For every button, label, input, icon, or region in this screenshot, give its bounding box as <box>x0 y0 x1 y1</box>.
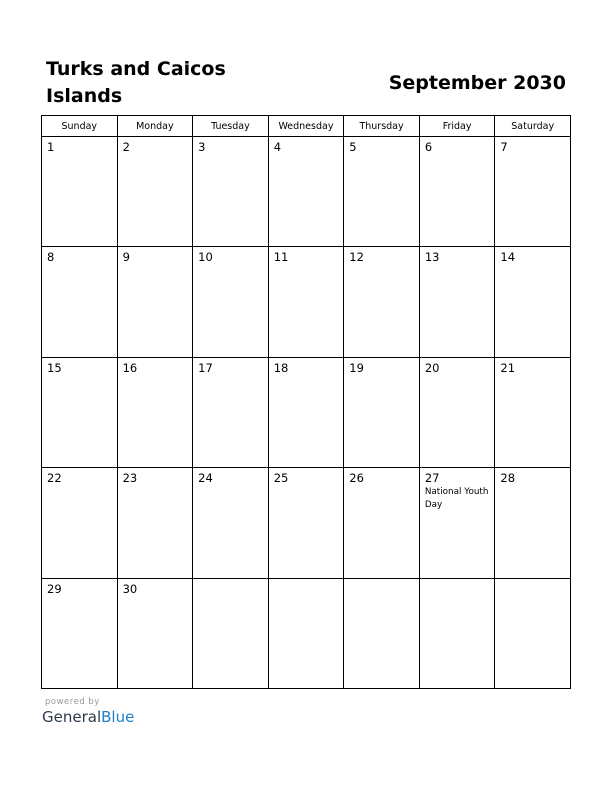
day-number: 4 <box>273 140 282 154</box>
day-number: 17 <box>198 360 213 375</box>
day-cell <box>117 468 193 578</box>
day-cell <box>495 468 571 578</box>
day-cell <box>419 468 495 578</box>
day-number: 10 <box>198 250 213 265</box>
weekday-sunday: Sunday <box>42 116 118 137</box>
day-number: 19 <box>349 360 364 375</box>
day-number <box>344 579 419 582</box>
day-cell <box>193 578 269 688</box>
day-number: 6 <box>424 140 433 154</box>
day-number: 9 <box>122 250 130 265</box>
day-cell <box>193 468 269 578</box>
day-cell <box>42 468 118 578</box>
day-number: 7 <box>500 140 508 154</box>
logo-blue-text: Blue <box>101 708 135 726</box>
day-cell <box>42 137 118 247</box>
weekday-monday: Monday <box>117 116 193 137</box>
day-cell <box>268 578 344 688</box>
day-cell <box>419 137 495 247</box>
day-number: 28 <box>500 471 516 486</box>
week-row <box>42 578 571 688</box>
day-cell <box>495 578 571 688</box>
day-cell <box>268 357 344 467</box>
day-cell <box>344 578 420 688</box>
day-number: 13 <box>424 250 440 265</box>
day-number <box>193 579 268 582</box>
day-number <box>269 579 344 582</box>
day-number: 20 <box>424 360 440 375</box>
day-number: 1 <box>47 140 55 154</box>
day-number: 25 <box>273 471 289 486</box>
day-cell <box>193 247 269 357</box>
day-number: 8 <box>47 250 55 265</box>
day-cell <box>344 357 420 467</box>
week-row <box>42 357 571 467</box>
day-number: 18 <box>273 360 289 375</box>
day-number: 14 <box>500 250 516 265</box>
country-title: Turks and Caicos Islands <box>46 58 226 107</box>
day-cell <box>268 468 344 578</box>
day-number: 21 <box>500 360 516 375</box>
day-number: 11 <box>273 250 289 265</box>
day-cell <box>344 468 420 578</box>
day-number: 12 <box>349 250 364 265</box>
day-cell <box>419 247 495 357</box>
month-title: September 2030 <box>388 72 566 94</box>
day-cell <box>117 578 193 688</box>
day-cell <box>495 357 571 467</box>
day-number: 2 <box>122 140 130 154</box>
weekday-saturday: Saturday <box>495 116 571 137</box>
day-number: 5 <box>349 140 357 154</box>
day-cell <box>495 247 571 357</box>
day-cell <box>344 137 420 247</box>
weekday-friday: Friday <box>419 116 495 137</box>
day-cell <box>117 137 193 247</box>
weekday-header-row <box>42 116 571 137</box>
day-cell <box>42 247 118 357</box>
day-cell <box>268 247 344 357</box>
day-number: 30 <box>122 581 138 596</box>
day-number: 15 <box>47 360 62 375</box>
day-cell <box>419 357 495 467</box>
day-number: 3 <box>198 140 206 154</box>
holiday-label: National Youth Day <box>424 487 489 511</box>
day-cell <box>268 137 344 247</box>
day-cell <box>42 578 118 688</box>
day-cell <box>117 357 193 467</box>
logo-general-text: General <box>42 708 102 726</box>
weekday-thursday: Thursday <box>344 116 420 137</box>
day-cell <box>193 357 269 467</box>
generalblue-logo <box>42 708 134 726</box>
day-number: 26 <box>349 471 364 486</box>
day-cell <box>42 357 118 467</box>
calendar-grid <box>41 115 571 689</box>
day-number: 22 <box>47 471 62 486</box>
day-cell <box>419 578 495 688</box>
day-cell <box>344 247 420 357</box>
day-number <box>495 579 570 582</box>
day-number: 23 <box>122 471 138 486</box>
day-cell <box>495 137 571 247</box>
week-row <box>42 137 571 247</box>
day-cell <box>193 137 269 247</box>
weekday-tuesday: Tuesday <box>193 116 269 137</box>
powered-by-label: powered by <box>45 697 100 707</box>
day-cell <box>117 247 193 357</box>
day-number: 29 <box>47 581 62 596</box>
week-row <box>42 468 571 578</box>
day-number <box>420 579 495 582</box>
day-number: 27 <box>424 471 440 486</box>
day-number: 16 <box>122 360 138 375</box>
week-row <box>42 247 571 357</box>
weekday-wednesday: Wednesday <box>268 116 344 137</box>
day-number: 24 <box>198 471 213 486</box>
